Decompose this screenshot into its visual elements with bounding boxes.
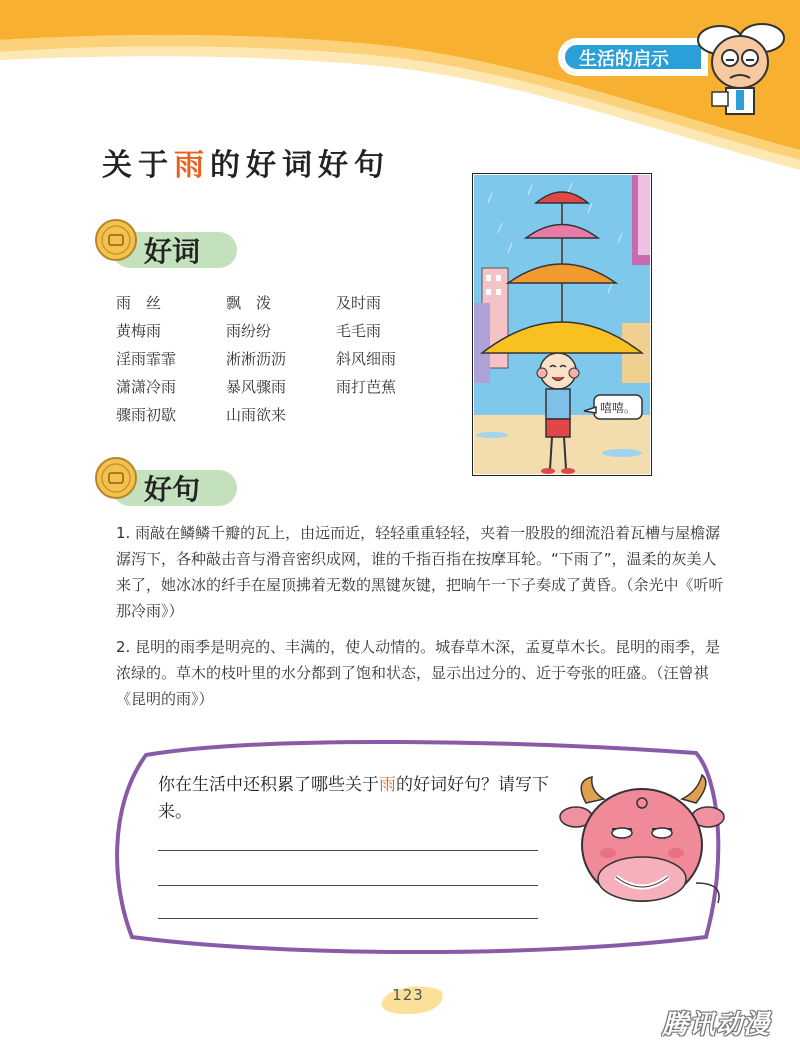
section-tag: 生活的启示 — [558, 38, 708, 76]
answer-line[interactable] — [158, 850, 538, 851]
prompt-text — [158, 772, 568, 826]
word-item: 斜风细雨 — [336, 350, 397, 368]
title-prefix: 关于 — [102, 148, 174, 183]
answer-line[interactable] — [158, 885, 538, 886]
word-item: 骤雨初歇 — [116, 406, 177, 424]
good-sentences-list — [116, 520, 726, 722]
page-number: 123 — [392, 986, 424, 1004]
word-item: 淅淅沥沥 — [226, 350, 287, 368]
prompt-before: 你在生活中还积累了哪些关于 — [158, 775, 379, 795]
word-item: 飘 泼 — [226, 294, 272, 312]
bull-mascot-illustration — [556, 773, 731, 923]
prompt-after: 的好词好句？请写下来。 — [158, 775, 549, 822]
word-item: 毛毛雨 — [336, 322, 382, 340]
word-item: 雨纷纷 — [226, 322, 272, 340]
page-title — [102, 140, 390, 184]
good-words-heading: 好词 — [144, 235, 201, 268]
sentence-item: 1. 雨敲在鳞鳞千瓣的瓦上，由远而近，轻轻重重轻轻，夹着一股股的细流沿着瓦槽与屋檐潺潺泻下，各种敲击音与滑音密织成网，谁的千指百指在按摩耳轮。“下雨了”，温柔的灰美人来了，她冰冰的纤手在屋顶拂着无数的黑键灰键，把晌午一下子奏成了黄昏。（余光中《听听那冷雨》） — [116, 524, 724, 620]
word-item: 潇潇冷雨 — [116, 378, 177, 396]
speech-bubble-text: 嘻嘻。 — [599, 401, 637, 415]
rain-umbrella-illustration — [472, 173, 652, 476]
word-item: 黄梅雨 — [116, 322, 162, 340]
word-item: 雨打芭蕉 — [336, 378, 397, 396]
word-item: 淫雨霏霏 — [116, 350, 177, 368]
coin-icon — [94, 456, 138, 500]
sentence-item: 2. 昆明的雨季是明亮的、丰满的，使人动情的。城春草木深，孟夏草木长。昆明的雨季，是浓绿的。草木的枝叶里的水分都到了饱和状态，显示出过分的、近于夸张的旺盛。（汪曾祺《昆明的雨》） — [116, 638, 721, 708]
word-item: 山雨欲来 — [226, 406, 287, 424]
professor-mascot-illustration — [690, 10, 790, 120]
word-item: 暴风骤雨 — [226, 378, 287, 396]
word-item: 雨 丝 — [116, 294, 162, 312]
title-suffix: 的好词好句 — [210, 148, 390, 183]
good-sentences-heading: 好句 — [144, 473, 201, 506]
title-accent: 雨 — [174, 148, 210, 183]
coin-icon — [94, 218, 138, 262]
good-words-list — [116, 292, 436, 427]
watermark: 腾讯动漫 — [662, 1010, 771, 1040]
answer-line[interactable] — [158, 918, 538, 919]
prompt-accent: 雨 — [379, 775, 396, 795]
word-item: 及时雨 — [336, 294, 382, 312]
